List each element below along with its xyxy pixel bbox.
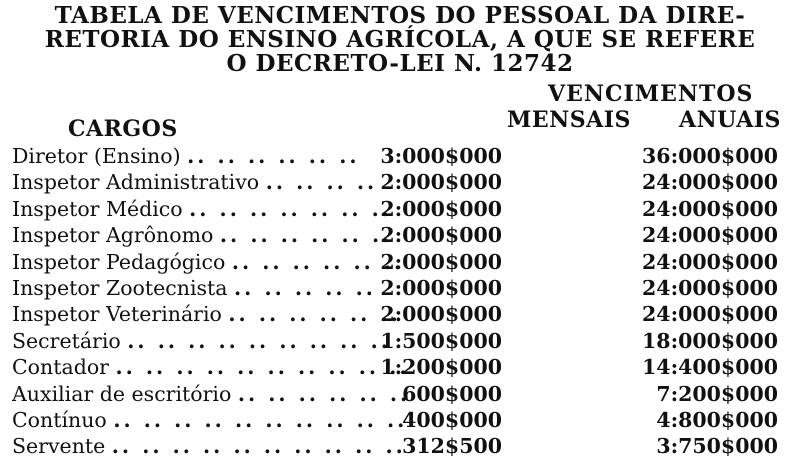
table-row	[0, 328, 800, 354]
mensal-value: 2:000$000	[380, 249, 502, 274]
anual-value: 24:000$000	[642, 170, 778, 195]
table-row	[0, 249, 800, 275]
anuais-header: ANUAIS	[679, 107, 781, 133]
cargo-label: Inspetor Administrativo	[12, 170, 260, 195]
dot-leader: .. .. .. .. .. ..	[231, 249, 405, 274]
mensal-value: 3:000$000	[380, 144, 502, 168]
anual-value: 4:800$000	[656, 407, 778, 432]
dot-leader: .. .. .. .. .. ..	[187, 144, 360, 168]
dot-leader: .. .. .. .. .. ..	[228, 302, 401, 327]
dot-leader: .. .. .. .. .. .. .. .. .. ..	[115, 355, 410, 380]
cargo-label: Inspetor Médico	[12, 196, 183, 221]
dot-leader: .. .. .. .. ..	[234, 275, 376, 300]
table-row	[0, 222, 800, 248]
dot-leader: .. .. .. .. .. ..	[219, 223, 393, 248]
table-row	[0, 169, 800, 195]
mensal-value: 600$000	[402, 381, 502, 406]
anual-value: 24:000$000	[642, 249, 778, 274]
cargo-label: Inspetor Veterinário	[12, 302, 222, 327]
dot-leader: .. .. .. .. .. ..	[237, 381, 411, 406]
mensal-value: 2:000$000	[380, 196, 502, 221]
anual-value: 24:000$000	[642, 196, 778, 221]
dot-leader: .. .. .. ..	[265, 170, 378, 195]
mensal-value: 2:000$000	[380, 223, 502, 248]
table-row	[0, 407, 800, 433]
anual-value: 14:400$000	[642, 355, 778, 380]
dot-leader: .. .. .. .. .. .. ..	[189, 196, 392, 221]
cargo-label: Diretor (Ensino)	[12, 144, 181, 168]
document-title	[0, 4, 800, 76]
cargo-label: Inspetor Zootecnista	[12, 275, 228, 300]
dot-leader: .. .. .. .. .. .. .. .. .. ..	[113, 407, 408, 432]
title-line-3: O DECRETO-LEI N. 12742	[226, 50, 574, 77]
table-row	[0, 196, 800, 222]
cargo-label: Contínuo	[12, 407, 107, 432]
title-line-1: TABELA DE VENCIMENTOS DO PESSOAL DA DIRE-	[54, 2, 746, 29]
cargo-label: Secretário	[12, 328, 121, 353]
cargo-label: Contador	[12, 355, 109, 380]
mensal-value: 1:200$000	[380, 355, 502, 380]
table-row	[0, 275, 800, 301]
anual-value: 24:000$000	[642, 302, 778, 327]
title-line-2: RETORIA DO ENSINO AGRÍCOLA, A QUE SE REFERE	[44, 26, 756, 53]
mensal-value: 312$500	[402, 434, 502, 459]
anual-value: 3:750$000	[656, 434, 778, 459]
cargo-label: Inspetor Pedagógico	[12, 249, 226, 274]
cargo-label: Servente	[12, 434, 106, 459]
dot-leader: .. .. .. .. .. .. .. .. ..	[127, 328, 391, 353]
mensal-value: 1:500$000	[380, 328, 502, 353]
anual-value: 7:200$000	[656, 381, 778, 406]
vencimentos-header: VENCIMENTOS	[548, 81, 754, 107]
table-row	[0, 301, 800, 327]
table-row	[0, 354, 800, 380]
anual-value: 24:000$000	[642, 275, 778, 300]
mensal-value: 2:000$000	[380, 170, 502, 195]
mensais-header: MENSAIS	[507, 107, 631, 133]
table-row	[0, 433, 800, 459]
cargos-header: CARGOS	[68, 116, 178, 142]
cargo-label: Auxiliar de escritório	[12, 381, 232, 406]
mensal-value: 2:000$000	[380, 302, 502, 327]
mensal-value: 400$000	[402, 407, 502, 432]
table-row	[0, 381, 800, 407]
salary-table	[0, 143, 800, 460]
mensal-value: 2:000$000	[380, 275, 502, 300]
anual-value: 18:000$000	[642, 328, 778, 353]
cargo-label: Inspetor Agrônomo	[12, 223, 214, 248]
table-row	[0, 143, 800, 169]
dot-leader: .. .. .. .. .. .. .. .. .. ..	[111, 434, 406, 459]
anual-value: 36:000$000	[642, 144, 778, 168]
anual-value: 24:000$000	[642, 223, 778, 248]
